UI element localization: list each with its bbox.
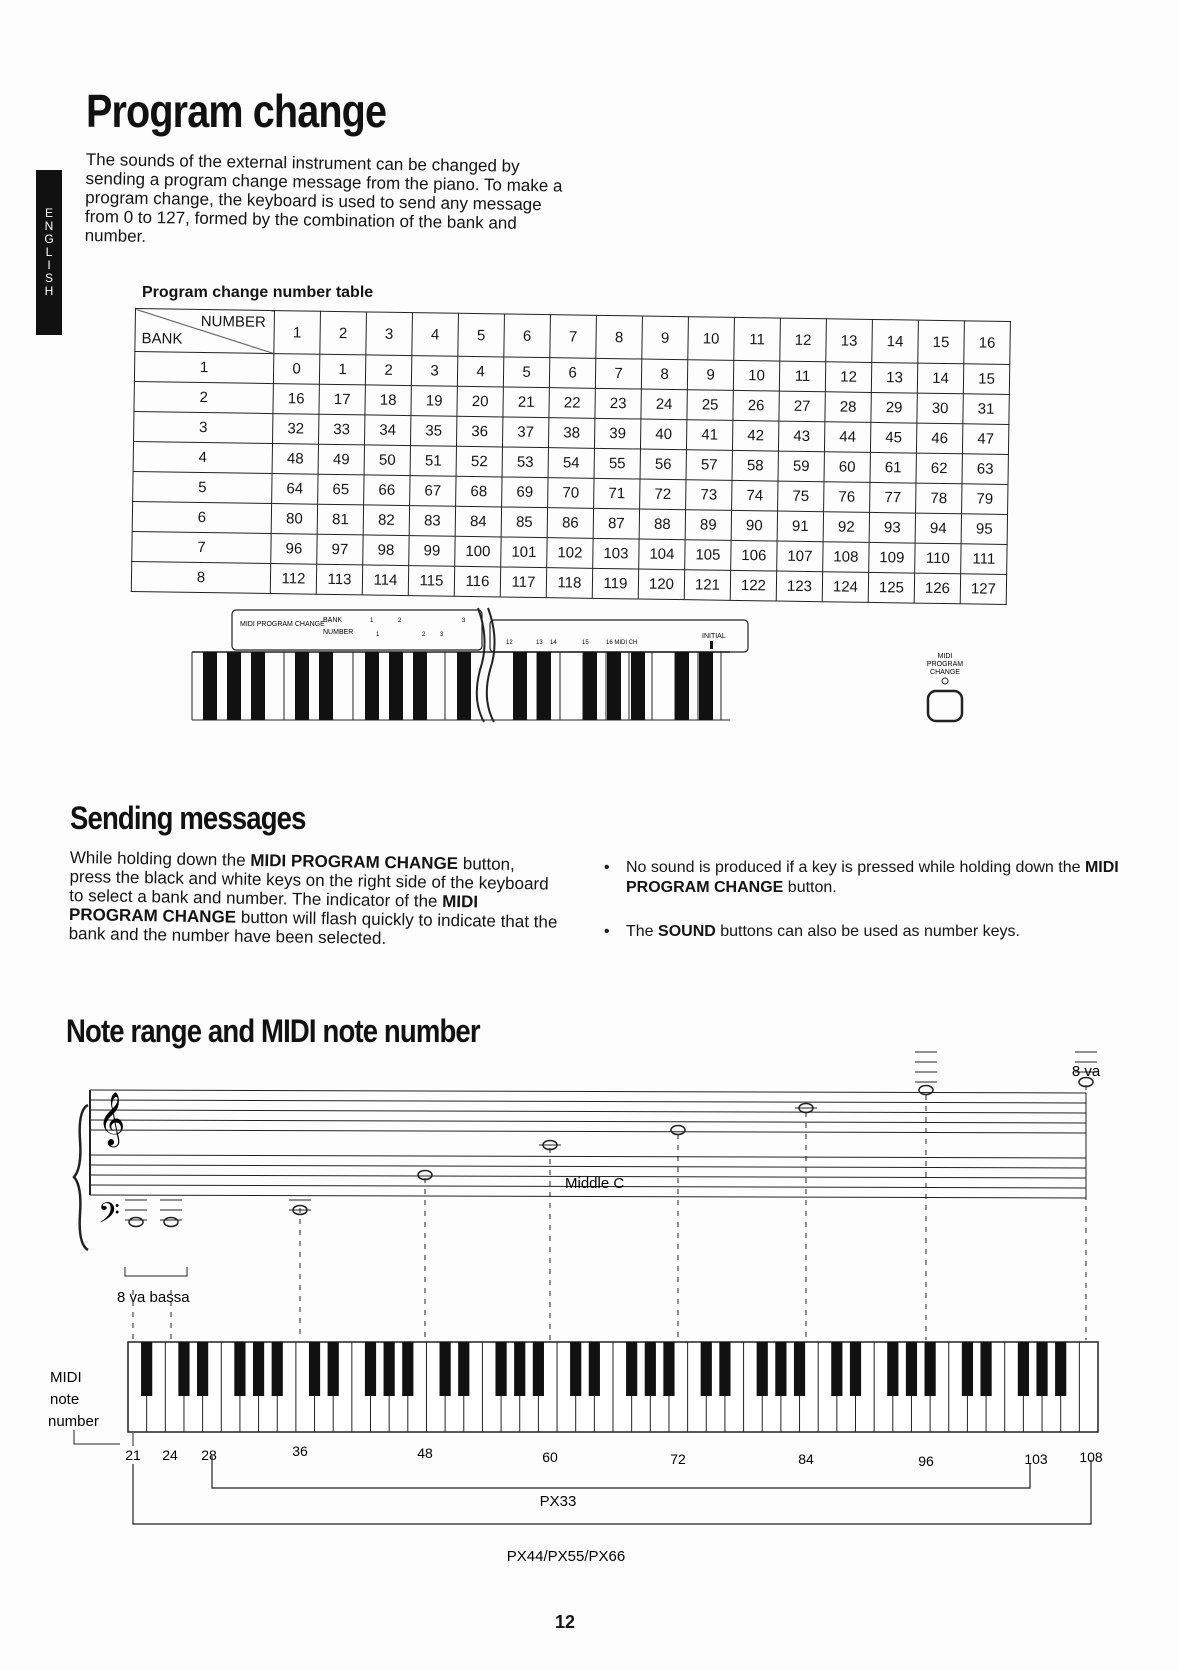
black-key — [514, 1342, 525, 1396]
mini-black-key — [295, 652, 309, 720]
program-number-cell: 54 — [548, 448, 594, 479]
mini-black-key — [699, 652, 713, 720]
mini-black-key — [513, 652, 527, 720]
program-number-cell: 94 — [915, 513, 961, 544]
program-number-cell: 84 — [455, 506, 501, 537]
panel-keyboard-illustration — [190, 600, 750, 725]
bank-cell: 8 — [131, 561, 270, 593]
corner-number-label: NUMBER — [200, 312, 266, 331]
black-key — [962, 1342, 973, 1396]
side-tab-letter: S — [44, 271, 53, 285]
program-number-cell: 2 — [365, 355, 411, 386]
note-range-diagram — [0, 1050, 1179, 1590]
midi-label-3: number — [48, 1413, 99, 1430]
notes-list — [600, 858, 1120, 966]
number-header-cell: 10 — [688, 317, 735, 361]
table-title: Program change number table — [142, 284, 374, 301]
panel-bank-mark: 1 — [370, 618, 374, 624]
black-key — [719, 1342, 730, 1396]
program-number-cell: 108 — [823, 542, 869, 573]
number-header-cell: 9 — [642, 316, 689, 360]
program-number-cell: 113 — [316, 564, 362, 595]
midi-key-number: 48 — [417, 1445, 433, 1461]
px44-range-label: PX44/PX55/PX66 — [506, 1548, 626, 1565]
program-number-cell: 41 — [686, 420, 732, 451]
language-tab — [36, 170, 62, 335]
midi-key-number: 84 — [798, 1451, 814, 1467]
midi-key-number: 28 — [201, 1447, 217, 1463]
black-key — [365, 1342, 376, 1396]
program-number-cell: 93 — [869, 512, 915, 543]
program-number-cell: 76 — [824, 482, 870, 513]
program-number-cell: 1 — [319, 354, 365, 385]
program-number-cell: 104 — [639, 539, 685, 570]
mini-black-key — [203, 652, 217, 720]
number-header-cell: 12 — [780, 318, 827, 362]
program-number-cell: 17 — [319, 384, 365, 415]
number-header-cell: 6 — [504, 314, 551, 358]
midi-key-number: 21 — [125, 1447, 141, 1463]
program-number-cell: 65 — [318, 474, 364, 505]
black-key — [775, 1342, 786, 1396]
program-number-cell: 78 — [916, 483, 962, 514]
button-label-2: PROGRAM — [926, 661, 964, 668]
program-number-cell: 89 — [685, 510, 731, 541]
program-number-cell: 26 — [733, 390, 779, 421]
program-number-cell: 85 — [501, 507, 547, 538]
black-key — [309, 1342, 320, 1396]
program-number-cell: 79 — [962, 484, 1008, 515]
program-number-cell: 71 — [594, 478, 640, 509]
black-key — [533, 1342, 544, 1396]
black-key — [458, 1342, 469, 1396]
program-number-cell: 15 — [963, 364, 1009, 395]
program-number-cell: 18 — [365, 385, 411, 416]
program-number-cell: 102 — [547, 538, 593, 569]
mini-black-key — [365, 652, 379, 720]
mini-black-key — [319, 652, 333, 720]
program-number-cell: 97 — [317, 534, 363, 565]
black-key — [1036, 1342, 1047, 1396]
program-number-cell: 36 — [456, 416, 502, 447]
program-number-cell: 64 — [272, 474, 318, 505]
program-number-cell: 75 — [778, 481, 824, 512]
bank-cell: 1 — [134, 352, 273, 384]
program-number-cell: 4 — [457, 356, 503, 387]
program-number-cell: 114 — [362, 565, 408, 596]
black-key — [178, 1342, 189, 1396]
program-number-cell: 29 — [871, 392, 917, 423]
side-tab-letter: H — [44, 284, 54, 298]
black-key — [1055, 1342, 1066, 1396]
indicator-led-icon — [710, 641, 713, 649]
program-number-cell: 16 — [273, 384, 319, 415]
program-number-cell: 20 — [457, 386, 503, 417]
number-header-cell: 14 — [872, 319, 919, 363]
black-key — [384, 1342, 395, 1396]
program-number-cell: 14 — [917, 363, 963, 394]
black-key — [197, 1342, 208, 1396]
note-item: • No sound is produced if a key is pressed while holding down the MIDI PROGRAM CHANGE button. — [600, 858, 1120, 898]
button-label-3: CHANGE — [930, 669, 960, 676]
intro-paragraph: The sounds of the external instrument can be changed by sending a program change message from the piano. To make a program change, the keyboard is used to send any message from 0 to 127, formed by the combination of the bank and number. — [84, 150, 563, 246]
program-number-cell: 69 — [502, 477, 548, 508]
whole-note-icon — [129, 1218, 143, 1227]
side-tab-letter: N — [44, 219, 54, 233]
program-number-cell: 3 — [411, 356, 457, 387]
panel-number-mark: 2 — [422, 632, 426, 638]
midi-label-2: note — [50, 1391, 80, 1408]
program-number-cell: 63 — [962, 454, 1008, 485]
program-number-cell: 57 — [686, 450, 732, 481]
program-number-cell: 42 — [732, 420, 778, 451]
bass-clef-icon: 𝄢 — [98, 1197, 120, 1237]
program-number-cell: 111 — [961, 544, 1007, 575]
bank-cell: 5 — [133, 471, 272, 503]
black-key — [440, 1342, 451, 1396]
program-number-cell: 58 — [732, 450, 778, 481]
bank-cell: 2 — [134, 381, 273, 413]
program-number-cell: 116 — [454, 566, 500, 597]
number-header-cell: 7 — [550, 315, 597, 359]
number-header-cell: 8 — [596, 315, 643, 359]
black-key — [402, 1342, 413, 1396]
program-number-cell: 109 — [869, 542, 915, 573]
black-key — [906, 1342, 917, 1396]
program-number-cell: 124 — [822, 572, 868, 603]
mini-black-key — [413, 652, 427, 720]
number-header-cell: 3 — [366, 312, 413, 356]
program-number-cell: 24 — [641, 389, 687, 420]
program-number-cell: 91 — [777, 511, 823, 542]
middle-c-label: Middle C — [565, 1175, 625, 1192]
program-number-cell: 28 — [825, 392, 871, 423]
black-key — [570, 1342, 581, 1396]
program-number-cell: 77 — [870, 482, 916, 513]
mini-black-key — [227, 652, 241, 720]
number-header-cell: 2 — [320, 311, 367, 355]
program-number-cell: 118 — [546, 568, 592, 599]
black-key — [328, 1342, 339, 1396]
program-number-cell: 96 — [271, 534, 317, 565]
mini-black-key — [607, 652, 621, 720]
program-number-cell: 39 — [594, 418, 640, 449]
ottava-bassa-label: 8 va bassa — [117, 1289, 190, 1306]
table-corner — [135, 309, 275, 354]
side-tab-letter: G — [44, 232, 54, 246]
program-number-cell: 67 — [410, 476, 456, 507]
program-number-cell: 87 — [593, 508, 639, 539]
black-key — [980, 1342, 991, 1396]
program-number-cell: 49 — [318, 444, 364, 475]
midi-key-number: 108 — [1079, 1449, 1103, 1465]
program-number-cell: 74 — [732, 480, 778, 511]
black-key — [663, 1342, 674, 1396]
whole-note-icon — [164, 1218, 178, 1227]
program-number-cell: 38 — [548, 418, 594, 449]
number-header-cell: 15 — [918, 320, 965, 364]
program-number-cell: 19 — [411, 386, 457, 417]
black-key — [253, 1342, 264, 1396]
program-number-cell: 83 — [409, 506, 455, 537]
sending-paragraph: While holding down the MIDI PROGRAM CHANGE button, press the black and white keys on the right side of the keyboard to select a bank and number. The indicator of the MIDI PROGRAM CHANGE button will flash quickly to indicate that the bank and the number have been selected. — [68, 848, 558, 948]
program-number-cell: 121 — [684, 570, 730, 601]
panel-title: MIDI PROGRAM CHANGE — [240, 621, 325, 628]
bank-cell: 4 — [133, 441, 272, 473]
program-number-cell: 5 — [503, 357, 549, 388]
program-number-cell: 106 — [731, 540, 777, 571]
program-number-cell: 55 — [594, 448, 640, 479]
program-number-cell: 12 — [825, 362, 871, 393]
panel-right-mark: 15 — [582, 640, 589, 646]
program-number-cell: 90 — [731, 510, 777, 541]
program-number-cell: 127 — [960, 574, 1006, 605]
program-number-cell: 66 — [364, 475, 410, 506]
program-number-cell: 47 — [962, 424, 1008, 455]
number-header-cell: 5 — [458, 313, 505, 357]
program-number-cell: 56 — [640, 449, 686, 480]
button-label-1: MIDI — [937, 653, 953, 660]
program-number-cell: 11 — [779, 361, 825, 392]
program-number-cell: 101 — [501, 537, 547, 568]
panel-right-mark: 12 — [506, 640, 513, 646]
program-number-cell: 92 — [823, 512, 869, 543]
bank-cell: 3 — [134, 411, 273, 443]
mini-black-key — [457, 652, 471, 720]
black-key — [141, 1342, 152, 1396]
panel-number-mark: 1 — [376, 632, 380, 638]
program-number-cell: 103 — [593, 538, 639, 569]
program-number-cell: 60 — [824, 452, 870, 483]
corner-bank-label: BANK — [141, 330, 183, 348]
program-number-cell: 117 — [500, 567, 546, 598]
program-number-cell: 122 — [730, 570, 776, 601]
mini-black-key — [537, 652, 551, 720]
program-number-cell: 34 — [364, 415, 410, 446]
number-header-cell: 16 — [964, 321, 1011, 365]
mini-black-key — [251, 652, 265, 720]
panel-bank-label: BANK — [323, 617, 343, 624]
side-tab-letter: L — [45, 245, 53, 259]
whole-note-icon — [919, 1086, 933, 1095]
black-key — [701, 1342, 712, 1396]
black-key — [645, 1342, 656, 1396]
program-number-cell: 10 — [733, 360, 779, 391]
whole-note-icon — [671, 1126, 685, 1135]
program-number-cell: 31 — [963, 394, 1009, 425]
program-number-cell: 112 — [270, 564, 316, 595]
program-number-cell: 46 — [916, 423, 962, 454]
program-number-cell: 45 — [870, 422, 916, 453]
program-number-cell: 53 — [502, 447, 548, 478]
midi-program-change-button-illustration — [915, 648, 975, 768]
black-key — [887, 1342, 898, 1396]
panel-right-mark: 13 — [536, 640, 543, 646]
panel-initial-label: INITIAL — [702, 633, 726, 640]
black-key — [1018, 1342, 1029, 1396]
black-key — [234, 1342, 245, 1396]
ottava-label: 8 va — [1071, 1063, 1101, 1080]
program-number-cell: 43 — [778, 421, 824, 452]
program-number-cell: 48 — [272, 444, 318, 475]
black-key — [831, 1342, 842, 1396]
program-number-cell: 22 — [549, 388, 595, 419]
program-number-cell: 8 — [641, 359, 687, 390]
program-number-cell: 115 — [408, 566, 454, 597]
program-number-cell: 70 — [548, 478, 594, 509]
midi-key-number: 103 — [1024, 1451, 1048, 1467]
black-key — [626, 1342, 637, 1396]
program-number-cell: 13 — [871, 362, 917, 393]
program-number-cell: 9 — [687, 360, 733, 391]
treble-clef-icon: 𝄞 — [98, 1091, 126, 1145]
side-tab-letter: E — [44, 206, 53, 220]
program-number-cell: 107 — [777, 541, 823, 572]
number-header-cell: 13 — [826, 319, 873, 363]
note-item: • The SOUND buttons can also be used as number keys. — [600, 922, 1120, 942]
bank-cell: 6 — [132, 501, 271, 533]
program-number-cell: 100 — [455, 536, 501, 567]
mini-black-key — [675, 652, 689, 720]
program-number-cell: 52 — [456, 446, 502, 477]
program-number-cell: 119 — [592, 568, 638, 599]
black-key — [925, 1342, 936, 1396]
program-number-cell: 99 — [409, 536, 455, 567]
program-number-cell: 95 — [961, 514, 1007, 545]
program-number-cell: 33 — [318, 414, 364, 445]
number-header-cell: 11 — [734, 317, 781, 361]
program-number-cell: 72 — [640, 479, 686, 510]
black-key — [495, 1342, 506, 1396]
program-number-cell: 21 — [503, 387, 549, 418]
midi-key-number: 96 — [918, 1453, 934, 1469]
program-number-cell: 25 — [687, 390, 733, 421]
program-number-cell: 62 — [916, 453, 962, 484]
page-number: 12 — [555, 1612, 576, 1632]
program-number-cell: 27 — [779, 391, 825, 422]
program-number-cell: 125 — [868, 572, 914, 603]
black-key — [794, 1342, 805, 1396]
side-tab-letter: I — [47, 258, 51, 272]
panel-number-mark: 3 — [440, 632, 444, 638]
program-number-cell: 110 — [915, 543, 961, 574]
mini-black-key — [631, 652, 645, 720]
program-number-cell: 40 — [640, 419, 686, 450]
panel-right-mark: 14 — [550, 640, 557, 646]
panel-right-mark: 16 MIDI CH — [606, 640, 638, 646]
program-number-cell: 32 — [273, 414, 319, 445]
program-number-cell: 6 — [549, 358, 595, 389]
midi-key-number: 24 — [162, 1447, 178, 1463]
program-number-cell: 82 — [363, 505, 409, 536]
program-number-cell: 51 — [410, 446, 456, 477]
midi-key-number: 60 — [542, 1449, 558, 1465]
program-number-cell: 59 — [778, 451, 824, 482]
program-number-cell: 7 — [595, 358, 641, 389]
black-key — [757, 1342, 768, 1396]
panel-bank-mark: 3 — [462, 618, 466, 624]
black-key — [589, 1342, 600, 1396]
mini-black-key — [389, 652, 403, 720]
program-number-cell: 37 — [502, 417, 548, 448]
program-number-cell: 126 — [914, 573, 960, 604]
page-title: Program change — [86, 85, 387, 137]
panel-bank-mark: 2 — [398, 618, 402, 624]
program-number-cell: 73 — [686, 480, 732, 511]
program-number-cell: 123 — [776, 571, 822, 602]
number-header-cell: 4 — [412, 313, 459, 357]
program-number-cell: 61 — [870, 452, 916, 483]
px33-range-label: PX33 — [539, 1493, 577, 1510]
panel-number-label: NUMBER — [323, 629, 354, 636]
program-number-cell: 81 — [317, 504, 363, 535]
number-header-cell: 1 — [274, 311, 321, 355]
mini-black-key — [583, 652, 597, 720]
black-key — [272, 1342, 283, 1396]
program-change-table — [131, 308, 1011, 605]
program-number-cell: 0 — [273, 354, 319, 385]
program-number-cell: 68 — [456, 476, 502, 507]
midi-label-1: MIDI — [50, 1369, 82, 1386]
bank-cell: 7 — [132, 531, 271, 563]
program-number-cell: 23 — [595, 388, 641, 419]
midi-key-number: 72 — [670, 1451, 686, 1467]
program-number-cell: 120 — [638, 569, 684, 600]
program-number-cell: 80 — [271, 504, 317, 535]
program-number-cell: 50 — [364, 445, 410, 476]
program-number-cell: 44 — [824, 422, 870, 453]
sending-messages-heading: Sending messages — [70, 800, 306, 836]
note-range-heading: Note range and MIDI note number — [66, 1013, 480, 1049]
program-number-cell: 30 — [917, 393, 963, 424]
program-number-cell: 98 — [363, 535, 409, 566]
program-number-cell: 88 — [639, 509, 685, 540]
program-number-cell: 86 — [547, 508, 593, 539]
midi-key-number: 36 — [292, 1443, 308, 1459]
program-number-cell: 105 — [685, 540, 731, 571]
program-number-cell: 35 — [410, 416, 456, 447]
black-key — [850, 1342, 861, 1396]
